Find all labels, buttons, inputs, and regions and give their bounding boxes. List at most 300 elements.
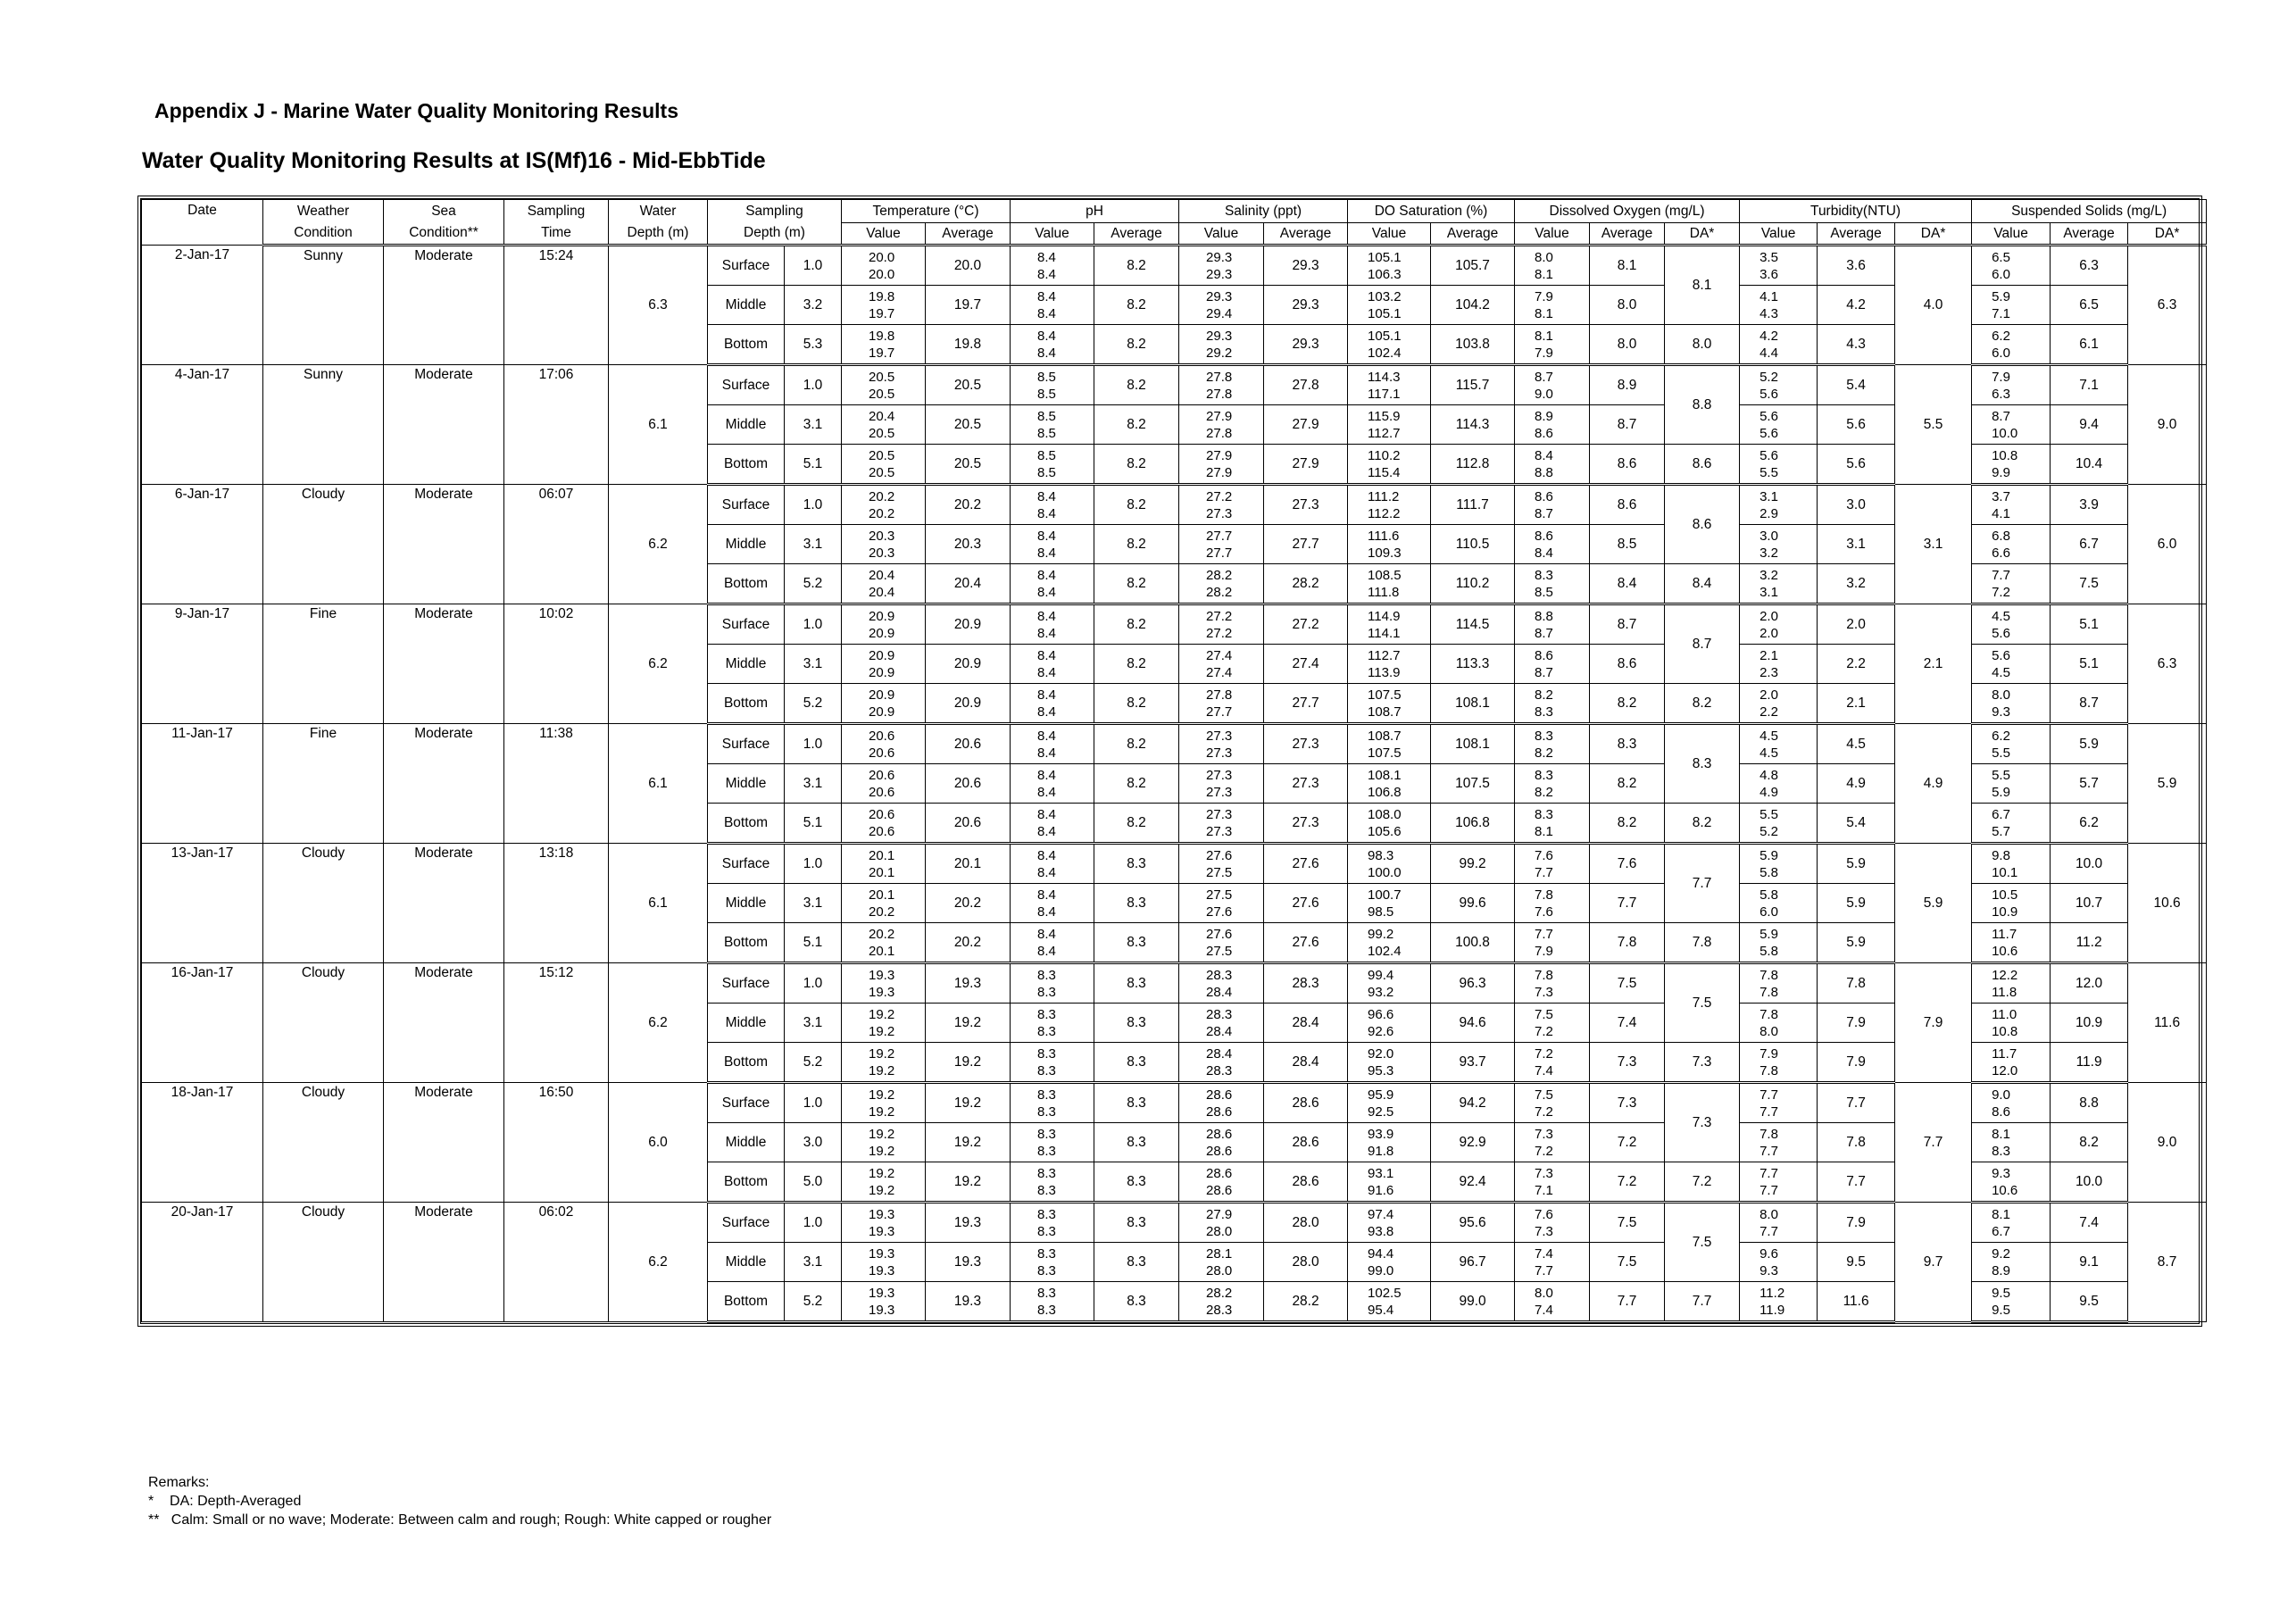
do-saturation-values-reading: 105.1 — [1368, 328, 1402, 344]
turbidity-da: 4.9 — [1895, 724, 1972, 844]
subheader-value: Value — [1011, 223, 1094, 246]
turbidity-average: 5.6 — [1818, 405, 1895, 445]
dissolved-oxygen-values — [1515, 884, 1590, 923]
temperature-values-reading: 20.5 — [869, 386, 895, 402]
ph-average: 8.2 — [1094, 804, 1179, 844]
date-cell: 20-Jan-17 — [142, 1203, 263, 1322]
suspended-solids-values-reading: 5.5 — [1992, 745, 2010, 761]
dissolved-oxygen-values — [1515, 923, 1590, 963]
temperature-values — [842, 445, 926, 485]
turbidity-values — [1740, 325, 1818, 365]
ph-values-reading: 8.4 — [1037, 728, 1056, 744]
salinity-values — [1179, 764, 1264, 804]
dissolved-oxygen-average: 7.5 — [1590, 1203, 1665, 1243]
dissolved-oxygen-da: 8.2 — [1665, 684, 1740, 724]
temperature-values — [842, 485, 926, 525]
dissolved-oxygen-values — [1515, 1083, 1590, 1123]
suspended-solids-average: 7.1 — [2051, 365, 2128, 405]
ph-values-reading: 8.5 — [1037, 447, 1056, 463]
dissolved-oxygen-da: 7.2 — [1665, 1162, 1740, 1203]
do-saturation-average: 111.7 — [1431, 485, 1515, 525]
turbidity-values-reading: 3.0 — [1759, 528, 1778, 544]
ph-values-reading: 8.4 — [1037, 266, 1056, 282]
do-saturation-values-reading: 93.9 — [1368, 1126, 1394, 1142]
suspended-solids-values-reading: 9.5 — [1992, 1285, 2010, 1301]
suspended-solids-average: 10.0 — [2051, 844, 2128, 884]
ph-average: 8.3 — [1094, 1243, 1179, 1282]
temperature-values-reading: 19.2 — [869, 1087, 895, 1103]
salinity-values-reading: 27.3 — [1206, 505, 1233, 521]
turbidity-average: 4.9 — [1818, 764, 1895, 804]
sampling-level-cell: Middle — [708, 1004, 785, 1043]
turbidity-values — [1740, 1083, 1818, 1123]
turbidity-values-reading: 4.2 — [1759, 328, 1778, 344]
temperature-values-reading: 19.3 — [869, 1262, 895, 1278]
do-saturation-values-reading: 111.8 — [1368, 584, 1400, 600]
do-saturation-values-reading: 95.4 — [1368, 1302, 1394, 1318]
turbidity-values-reading: 4.4 — [1759, 345, 1778, 361]
dissolved-oxygen-da: 8.7 — [1665, 604, 1740, 684]
temperature-average: 20.1 — [926, 844, 1011, 884]
header-ph: pH — [1011, 200, 1179, 223]
dissolved-oxygen-values — [1515, 684, 1590, 724]
sampling-depth-cell: 3.1 — [785, 884, 842, 923]
suspended-solids-average: 11.9 — [2051, 1043, 2128, 1083]
do-saturation-values-reading: 115.9 — [1368, 408, 1401, 424]
turbidity-values-reading: 5.8 — [1759, 943, 1778, 959]
suspended-solids-values-reading: 9.9 — [1992, 464, 2010, 480]
do-saturation-values-reading: 112.7 — [1368, 425, 1401, 441]
ph-values-reading: 8.4 — [1037, 847, 1056, 863]
ph-values — [1011, 564, 1094, 604]
weather-cell: Cloudy — [263, 1203, 384, 1322]
ph-values — [1011, 445, 1094, 485]
dissolved-oxygen-average: 7.2 — [1590, 1162, 1665, 1203]
suspended-solids-average: 8.7 — [2051, 684, 2128, 724]
turbidity-values — [1740, 564, 1818, 604]
salinity-values — [1179, 1162, 1264, 1203]
dissolved-oxygen-da: 7.7 — [1665, 1282, 1740, 1322]
ph-values-reading: 8.4 — [1037, 345, 1056, 361]
sampling-depth-cell: 1.0 — [785, 485, 842, 525]
table-row — [142, 963, 2207, 1004]
water-depth-cell: 6.2 — [609, 963, 708, 1083]
do-saturation-values-reading: 95.9 — [1368, 1087, 1394, 1103]
temperature-average: 19.2 — [926, 1004, 1011, 1043]
do-saturation-values-reading: 93.8 — [1368, 1223, 1394, 1239]
ph-values-reading: 8.4 — [1037, 528, 1056, 544]
temperature-values-reading: 20.1 — [869, 864, 895, 880]
table-row — [142, 1203, 2207, 1243]
dissolved-oxygen-values-reading: 8.4 — [1535, 447, 1553, 463]
temperature-values-reading: 19.3 — [869, 1206, 895, 1222]
suspended-solids-values-reading: 11.7 — [1992, 926, 2017, 942]
dissolved-oxygen-average: 7.6 — [1590, 844, 1665, 884]
sampling-depth-cell: 5.3 — [785, 325, 842, 365]
ph-average: 8.3 — [1094, 1004, 1179, 1043]
temperature-values-reading: 20.3 — [869, 545, 895, 561]
ph-values-reading: 8.4 — [1037, 704, 1056, 720]
do-saturation-values — [1348, 525, 1431, 564]
turbidity-values — [1740, 445, 1818, 485]
salinity-values-reading: 29.2 — [1206, 345, 1233, 361]
sampling-level-cell: Surface — [708, 724, 785, 764]
suspended-solids-values-reading: 10.6 — [1992, 943, 2018, 959]
dissolved-oxygen-average: 8.2 — [1590, 764, 1665, 804]
ph-values — [1011, 325, 1094, 365]
temperature-average: 20.2 — [926, 923, 1011, 963]
do-saturation-values — [1348, 724, 1431, 764]
suspended-solids-values-reading: 7.1 — [1992, 305, 2010, 321]
turbidity-average: 3.6 — [1818, 246, 1895, 286]
header-weather-1: Weather — [263, 200, 384, 223]
turbidity-values-reading: 9.3 — [1759, 1262, 1778, 1278]
suspended-solids-values — [1972, 804, 2051, 844]
salinity-values — [1179, 684, 1264, 724]
salinity-values-reading: 28.4 — [1206, 1045, 1233, 1062]
temperature-values — [842, 325, 926, 365]
suspended-solids-values — [1972, 525, 2051, 564]
ph-values-reading: 8.3 — [1037, 1165, 1056, 1181]
turbidity-values-reading: 5.8 — [1759, 864, 1778, 880]
suspended-solids-values-reading: 11.0 — [1992, 1006, 2017, 1022]
header-time-1: Sampling — [504, 200, 609, 223]
do-saturation-average: 92.4 — [1431, 1162, 1515, 1203]
dissolved-oxygen-values-reading: 7.7 — [1535, 1262, 1553, 1278]
dissolved-oxygen-values — [1515, 1243, 1590, 1282]
temperature-values-reading: 19.2 — [869, 1165, 895, 1181]
sampling-time-cell: 13:18 — [504, 844, 609, 963]
turbidity-average: 2.1 — [1818, 684, 1895, 724]
do-saturation-average: 99.6 — [1431, 884, 1515, 923]
suspended-solids-values-reading: 6.8 — [1992, 528, 2010, 544]
do-saturation-average: 99.2 — [1431, 844, 1515, 884]
sampling-depth-cell: 1.0 — [785, 365, 842, 405]
salinity-average: 27.3 — [1264, 724, 1348, 764]
dissolved-oxygen-values-reading: 7.1 — [1535, 1182, 1553, 1198]
do-saturation-average: 105.7 — [1431, 246, 1515, 286]
dissolved-oxygen-values-reading: 8.3 — [1535, 567, 1553, 583]
temperature-values — [842, 405, 926, 445]
turbidity-average: 2.2 — [1818, 645, 1895, 684]
do-saturation-values — [1348, 1203, 1431, 1243]
ph-values-reading: 8.3 — [1037, 1103, 1056, 1120]
do-saturation-values-reading: 102.4 — [1368, 943, 1402, 959]
water-depth-cell: 6.2 — [609, 485, 708, 604]
dissolved-oxygen-average: 8.1 — [1590, 246, 1665, 286]
do-saturation-average: 92.9 — [1431, 1123, 1515, 1162]
temperature-values-reading: 20.5 — [869, 425, 895, 441]
do-saturation-values-reading: 115.4 — [1368, 464, 1401, 480]
subheader-average: Average — [926, 223, 1011, 246]
dissolved-oxygen-values-reading: 8.7 — [1535, 369, 1553, 385]
water-depth-cell: 6.0 — [609, 1083, 708, 1203]
temperature-average: 19.2 — [926, 1043, 1011, 1083]
ph-average: 8.2 — [1094, 764, 1179, 804]
turbidity-values — [1740, 645, 1818, 684]
sampling-depth-cell: 3.1 — [785, 645, 842, 684]
ph-average: 8.2 — [1094, 485, 1179, 525]
turbidity-values — [1740, 804, 1818, 844]
suspended-solids-values — [1972, 1162, 2051, 1203]
ph-values-reading: 8.4 — [1037, 664, 1056, 680]
suspended-solids-values-reading: 9.5 — [1992, 1302, 2010, 1318]
turbidity-values — [1740, 963, 1818, 1004]
ph-values-reading: 8.3 — [1037, 1285, 1056, 1301]
do-saturation-average: 110.2 — [1431, 564, 1515, 604]
suspended-solids-average: 9.5 — [2051, 1282, 2128, 1322]
ph-values — [1011, 684, 1094, 724]
salinity-average: 27.9 — [1264, 445, 1348, 485]
subheader-value: Value — [842, 223, 926, 246]
ph-average: 8.2 — [1094, 604, 1179, 645]
ph-values-reading: 8.4 — [1037, 545, 1056, 561]
do-saturation-values — [1348, 844, 1431, 884]
turbidity-values-reading: 4.1 — [1759, 288, 1778, 304]
suspended-solids-values — [1972, 884, 2051, 923]
suspended-solids-average: 11.2 — [2051, 923, 2128, 963]
weather-cell: Cloudy — [263, 485, 384, 604]
dissolved-oxygen-values-reading: 8.3 — [1535, 767, 1553, 783]
dissolved-oxygen-values-reading: 8.2 — [1535, 784, 1553, 800]
salinity-average: 28.2 — [1264, 564, 1348, 604]
suspended-solids-values-reading: 6.3 — [1992, 386, 2010, 402]
do-saturation-values-reading: 91.6 — [1368, 1182, 1394, 1198]
temperature-values-reading: 19.2 — [869, 1103, 895, 1120]
ph-average: 8.3 — [1094, 1203, 1179, 1243]
do-saturation-average: 115.7 — [1431, 365, 1515, 405]
salinity-values-reading: 27.5 — [1206, 943, 1233, 959]
header-water-2: Depth (m) — [609, 223, 708, 246]
temperature-values-reading: 19.3 — [869, 1223, 895, 1239]
sampling-level-cell: Bottom — [708, 923, 785, 963]
salinity-average: 28.0 — [1264, 1243, 1348, 1282]
temperature-values-reading: 20.1 — [869, 943, 895, 959]
do-saturation-average: 96.7 — [1431, 1243, 1515, 1282]
suspended-solids-average: 3.9 — [2051, 485, 2128, 525]
do-saturation-average: 108.1 — [1431, 724, 1515, 764]
sampling-time-cell: 15:24 — [504, 246, 609, 365]
suspended-solids-values-reading: 4.5 — [1992, 608, 2010, 624]
suspended-solids-da: 8.7 — [2128, 1203, 2207, 1322]
salinity-values-reading: 28.2 — [1206, 567, 1233, 583]
header-sea-2: Condition** — [384, 223, 504, 246]
turbidity-values — [1740, 884, 1818, 923]
do-saturation-average: 112.8 — [1431, 445, 1515, 485]
sampling-depth-cell: 1.0 — [785, 844, 842, 884]
sampling-depth-cell: 1.0 — [785, 604, 842, 645]
do-saturation-values-reading: 102.5 — [1368, 1285, 1402, 1301]
suspended-solids-average: 9.4 — [2051, 405, 2128, 445]
dissolved-oxygen-values-reading: 7.9 — [1535, 345, 1553, 361]
suspended-solids-values-reading: 10.8 — [1992, 1023, 2018, 1039]
salinity-values-reading: 27.7 — [1206, 528, 1233, 544]
do-saturation-values-reading: 109.3 — [1368, 545, 1402, 561]
ph-values — [1011, 1243, 1094, 1282]
dissolved-oxygen-average: 8.3 — [1590, 724, 1665, 764]
suspended-solids-values-reading: 5.6 — [1992, 625, 2010, 641]
do-saturation-values-reading: 114.9 — [1368, 608, 1401, 624]
temperature-average: 19.7 — [926, 286, 1011, 325]
sampling-time-cell: 16:50 — [504, 1083, 609, 1203]
water-depth-cell: 6.2 — [609, 604, 708, 724]
salinity-values-reading: 27.3 — [1206, 767, 1233, 783]
suspended-solids-da: 9.0 — [2128, 1083, 2207, 1203]
date-cell: 6-Jan-17 — [142, 485, 263, 604]
do-saturation-values — [1348, 246, 1431, 286]
turbidity-average: 7.9 — [1818, 1203, 1895, 1243]
temperature-average: 19.8 — [926, 325, 1011, 365]
salinity-values-reading: 27.3 — [1206, 728, 1233, 744]
sampling-level-cell: Middle — [708, 1243, 785, 1282]
salinity-average: 29.3 — [1264, 325, 1348, 365]
dissolved-oxygen-values-reading: 7.7 — [1535, 926, 1553, 942]
do-saturation-values-reading: 113.9 — [1368, 664, 1401, 680]
temperature-average: 19.3 — [926, 1203, 1011, 1243]
temperature-average: 20.2 — [926, 884, 1011, 923]
do-saturation-values — [1348, 1123, 1431, 1162]
dissolved-oxygen-values-reading: 8.6 — [1535, 488, 1553, 504]
temperature-values-reading: 19.7 — [869, 305, 895, 321]
suspended-solids-values — [1972, 1282, 2051, 1322]
salinity-values-reading: 27.6 — [1206, 904, 1233, 920]
salinity-values-reading: 27.3 — [1206, 784, 1233, 800]
weather-cell: Sunny — [263, 365, 384, 485]
turbidity-values — [1740, 485, 1818, 525]
salinity-values-reading: 28.3 — [1206, 1302, 1233, 1318]
temperature-values-reading: 20.9 — [869, 625, 895, 641]
table-row — [142, 844, 2207, 884]
turbidity-values — [1740, 684, 1818, 724]
suspended-solids-values — [1972, 724, 2051, 764]
suspended-solids-values — [1972, 1083, 2051, 1123]
do-saturation-values-reading: 107.5 — [1368, 745, 1402, 761]
do-saturation-average: 104.2 — [1431, 286, 1515, 325]
temperature-values-reading: 20.6 — [869, 728, 895, 744]
sampling-level-cell: Bottom — [708, 1043, 785, 1083]
suspended-solids-average: 8.8 — [2051, 1083, 2128, 1123]
dissolved-oxygen-values — [1515, 1162, 1590, 1203]
sampling-depth-cell: 5.2 — [785, 1043, 842, 1083]
turbidity-average: 7.9 — [1818, 1004, 1895, 1043]
turbidity-values — [1740, 1243, 1818, 1282]
ph-values-reading: 8.4 — [1037, 806, 1056, 822]
sampling-level-cell: Bottom — [708, 445, 785, 485]
turbidity-values-reading: 5.6 — [1759, 425, 1778, 441]
sampling-depth-cell: 5.1 — [785, 445, 842, 485]
salinity-values — [1179, 405, 1264, 445]
temperature-values-reading: 20.5 — [869, 464, 895, 480]
suspended-solids-values-reading: 9.3 — [1992, 704, 2010, 720]
temperature-average: 20.6 — [926, 764, 1011, 804]
suspended-solids-values-reading: 9.3 — [1992, 1165, 2010, 1181]
dissolved-oxygen-values-reading: 8.5 — [1535, 584, 1553, 600]
turbidity-values-reading: 8.0 — [1759, 1206, 1778, 1222]
dissolved-oxygen-average: 8.5 — [1590, 525, 1665, 564]
turbidity-average: 5.9 — [1818, 884, 1895, 923]
turbidity-values — [1740, 405, 1818, 445]
ph-values — [1011, 963, 1094, 1004]
salinity-average: 27.9 — [1264, 405, 1348, 445]
suspended-solids-values-reading: 9.8 — [1992, 847, 2010, 863]
ph-values — [1011, 923, 1094, 963]
suspended-solids-values-reading: 6.7 — [1992, 806, 2010, 822]
salinity-average: 27.6 — [1264, 884, 1348, 923]
dissolved-oxygen-da: 7.5 — [1665, 963, 1740, 1043]
temperature-values-reading: 20.1 — [869, 847, 895, 863]
dissolved-oxygen-values-reading: 7.2 — [1535, 1045, 1553, 1062]
ph-values-reading: 8.3 — [1037, 1223, 1056, 1239]
salinity-values-reading: 27.3 — [1206, 745, 1233, 761]
salinity-values — [1179, 1123, 1264, 1162]
temperature-values-reading: 19.2 — [869, 1006, 895, 1022]
suspended-solids-values-reading: 7.9 — [1992, 369, 2010, 385]
dissolved-oxygen-average: 7.7 — [1590, 884, 1665, 923]
dissolved-oxygen-average: 7.8 — [1590, 923, 1665, 963]
dissolved-oxygen-values-reading: 8.0 — [1535, 1285, 1553, 1301]
turbidity-average: 5.4 — [1818, 365, 1895, 405]
do-saturation-values — [1348, 1004, 1431, 1043]
suspended-solids-values-reading: 3.7 — [1992, 488, 2010, 504]
suspended-solids-values-reading: 7.2 — [1992, 584, 2010, 600]
turbidity-values-reading: 7.8 — [1759, 967, 1778, 983]
turbidity-values-reading: 5.5 — [1759, 464, 1778, 480]
sampling-depth-cell: 1.0 — [785, 1203, 842, 1243]
suspended-solids-values-reading: 8.7 — [1992, 408, 2010, 424]
temperature-values — [842, 1162, 926, 1203]
turbidity-values-reading: 11.2 — [1759, 1285, 1785, 1301]
temperature-values-reading: 20.3 — [869, 528, 895, 544]
dissolved-oxygen-values-reading: 7.9 — [1535, 288, 1553, 304]
sampling-level-cell: Middle — [708, 1123, 785, 1162]
table-row — [142, 485, 2207, 525]
turbidity-da: 9.7 — [1895, 1203, 1972, 1322]
suspended-solids-values — [1972, 1004, 2051, 1043]
do-saturation-values-reading: 92.0 — [1368, 1045, 1394, 1062]
salinity-average: 27.8 — [1264, 365, 1348, 405]
temperature-values — [842, 246, 926, 286]
suspended-solids-average: 5.7 — [2051, 764, 2128, 804]
do-saturation-values — [1348, 963, 1431, 1004]
do-saturation-values-reading: 106.3 — [1368, 266, 1402, 282]
ph-values-reading: 8.3 — [1037, 1126, 1056, 1142]
turbidity-values-reading: 4.3 — [1759, 305, 1778, 321]
salinity-values — [1179, 1203, 1264, 1243]
dissolved-oxygen-values-reading: 7.6 — [1535, 1206, 1553, 1222]
date-cell: 2-Jan-17 — [142, 246, 263, 365]
salinity-values-reading: 29.3 — [1206, 249, 1233, 265]
salinity-values-reading: 27.8 — [1206, 687, 1233, 703]
suspended-solids-values-reading: 10.8 — [1992, 447, 2018, 463]
do-saturation-values-reading: 112.2 — [1368, 505, 1401, 521]
salinity-values-reading: 27.3 — [1206, 806, 1233, 822]
temperature-values-reading: 19.3 — [869, 1285, 895, 1301]
turbidity-values-reading: 7.8 — [1759, 1126, 1778, 1142]
ph-average: 8.3 — [1094, 844, 1179, 884]
turbidity-values-reading: 4.5 — [1759, 728, 1778, 744]
do-saturation-values — [1348, 1243, 1431, 1282]
turbidity-values-reading: 5.9 — [1759, 847, 1778, 863]
dissolved-oxygen-values — [1515, 963, 1590, 1004]
temperature-values-reading: 19.2 — [869, 1126, 895, 1142]
date-cell: 11-Jan-17 — [142, 724, 263, 844]
temperature-average: 20.0 — [926, 246, 1011, 286]
dissolved-oxygen-average: 8.0 — [1590, 325, 1665, 365]
ph-values-reading: 8.3 — [1037, 1006, 1056, 1022]
weather-cell: Sunny — [263, 246, 384, 365]
do-saturation-average: 106.8 — [1431, 804, 1515, 844]
suspended-solids-values — [1972, 963, 2051, 1004]
